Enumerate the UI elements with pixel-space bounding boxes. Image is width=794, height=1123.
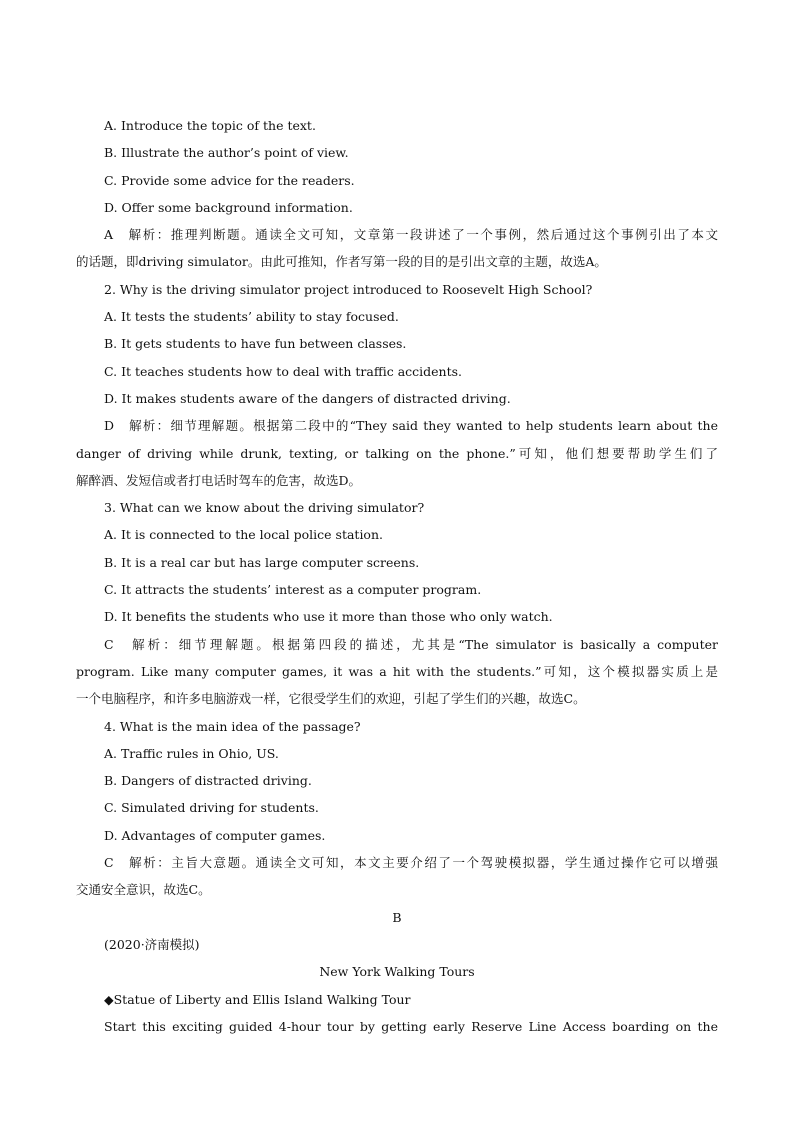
text-line: D 解析：细节理解题。根据第二段中的“They said they wanted to help students learn about the: [104, 418, 718, 434]
text-line: 交通安全意识，故选C。: [76, 882, 211, 898]
text-line: 3. What can we know about the driving simulator?: [104, 500, 425, 516]
section-heading: New York Walking Tours: [319, 964, 475, 980]
text-line: 一个电脑程序，和许多电脑游戏一样，它很受学生们的欢迎，引起了学生们的兴趣，故选C。: [76, 691, 586, 707]
text-line: D. Advantages of computer games.: [104, 827, 326, 843]
text-line: A. It tests the students’ ability to stay focused.: [104, 309, 399, 325]
text-line: A 解析：推理判断题。通读全文可知，文章第一段讲述了一个事例，然后通过这个事例引出了本文: [104, 227, 718, 243]
text-line: 解醉酒、发短信或者打电话时驾车的危害，故选D。: [76, 472, 362, 488]
text-line: A. It is connected to the local police station.: [104, 527, 383, 543]
text-line: C 解析：主旨大意题。通读全文可知，本文主要介绍了一个驾驶模拟器，学生通过操作它可以增强: [104, 855, 718, 871]
text-line: 2. Why is the driving simulator project introduced to Roosevelt High School?: [104, 281, 593, 297]
text-line: ◆Statue of Liberty and Ellis Island Walking Tour: [104, 991, 411, 1007]
text-line: A. Traffic rules in Ohio, US.: [104, 745, 279, 761]
text-line: C. It attracts the students’ interest as a computer program.: [104, 582, 482, 598]
text-lines: [76, 112, 718, 1040]
text-line: danger of driving while drunk, texting, or talking on the phone.”可知，他们想要帮助学生们了: [76, 445, 718, 461]
text-line: B. Dangers of distracted driving.: [104, 773, 312, 789]
text-line: B. It is a real car but has large computer screens.: [104, 554, 420, 570]
text-line: (2020·济南模拟): [104, 936, 200, 952]
document-body: [76, 112, 718, 1040]
text-line: B. Illustrate the author’s point of view.: [104, 145, 349, 161]
text-line: program. Like many computer games, it was a hit with the students.”可知，这个模拟器实质上是: [76, 663, 718, 679]
text-line: C 解析：细节理解题。根据第四段的描述，尤其是“The simulator is basically a computer: [104, 636, 718, 652]
text-line: B. It gets students to have fun between classes.: [104, 336, 407, 352]
text-line: A. Introduce the topic of the text.: [104, 118, 316, 133]
text-line: D. It benefits the students who use it more than those who only watch.: [104, 609, 553, 625]
text-line: C. Provide some advice for the readers.: [104, 172, 355, 188]
text-line: C. It teaches students how to deal with traffic accidents.: [104, 363, 463, 379]
text-line: C. Simulated driving for students.: [104, 800, 319, 816]
text-line: Start this exciting guided 4-hour tour by getting early Reserve Line Access boarding on the: [104, 1018, 718, 1034]
text-line: D. Offer some background information.: [104, 199, 353, 215]
section-heading: B: [392, 909, 402, 925]
text-line: D. It makes students aware of the dangers of distracted driving.: [104, 390, 511, 406]
text-line: 的话题，即driving simulator。由此可推知，作者写第一段的目的是引出文章的主题，故选A。: [76, 254, 607, 270]
text-line: 4. What is the main idea of the passage?: [104, 718, 361, 734]
